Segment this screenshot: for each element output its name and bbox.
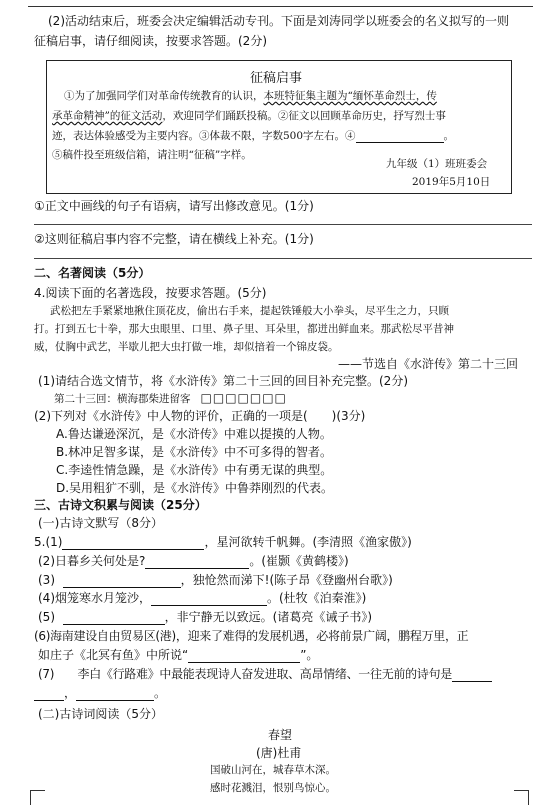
notice-line1 [64,88,437,103]
poem-line2: 感时花溅泪，恨别鸟惊心。 [210,782,336,794]
item4-text: (4)烟笼寒水月笼沙， [38,591,151,605]
recite-item-3 [38,571,393,588]
item6-end: ”。 [300,648,319,662]
answer-line-2[interactable] [34,258,532,259]
passage-line3: 威，仗胸中武艺，半歇儿把大虫打做一堆，却似揞着一个锦皮袋。 [34,341,339,353]
item2-blank[interactable] [145,554,249,569]
item3-text: ，独怆然而涕下!(陈子昂《登幽州台歌》) [180,573,393,587]
passage-line1: 武松把左手紧紧地揪住顶花皮，偷出右手来，提起铁锤般大小拳头，尽平生之力，只顾 [50,305,449,317]
chapter-text: 第二十三回：横海郡柴进留客 [54,393,191,405]
passage-source: ——节选自《水浒传》第二十三回 [338,357,519,371]
recite-item-6-line2 [38,646,318,663]
answer-line-1[interactable] [34,224,532,225]
item7-text: (7) 李白《行路难》中最能表现诗人奋发进取、高昂情绪、一往无前的诗句是 [38,667,452,681]
passage-line2: 打。打到五七十拳，那大虫眼里、口里、鼻子里、耳朵里，都迸出鲜血来。那武松尽平昔神 [34,323,454,335]
crop-mark-right [514,790,529,805]
notice-date: 2019年5月10日 [412,176,491,188]
notice-sign: 九年级（1）班班委会 [386,158,488,170]
section2-heading: 二、名著阅读（5分） [34,266,151,280]
notice-line1-a: ①为了加强同学们对革命传统教育的认识， [64,90,264,102]
item5-text: ，非宁静无以致远。(诸葛亮《诫子书》) [164,610,373,624]
option-b[interactable]: B.林冲足智多谋，是《水浒传》中不可多得的智者。 [56,445,333,459]
top-rule [28,6,533,7]
notice-line3-text: 迹，表达体验感受为主要内容。③体裁不限，字数500字左右。④ [52,130,356,142]
recite-item-7-line1 [38,665,492,682]
chapter-title [54,391,287,406]
item4-source: 。(杜牧《泊秦淮》) [267,591,367,605]
sub-question-1: ①正文中画线的句子有语病，请写出修改意见。(1分) [34,199,314,213]
q2-intro-line2: 征稿启事，请仔细阅读，按要求答题。(2分) [34,34,267,48]
item7-blank-2[interactable] [34,686,64,701]
poem-author: (唐)杜甫 [256,746,302,760]
notice-title: 征稿启事 [250,71,303,86]
recite-item-6-line1: (6)海南建设自由贸易区(港)，迎来了难得的发展机遇，必将前景广阔，鹏程万里，正 [34,629,469,643]
item7-blank-3[interactable] [76,686,154,701]
item3-label: (3) [38,573,55,587]
q4-intro: 4.阅读下面的名著选段，按要求答题。(5分) [34,286,267,300]
item7-comma: ， [64,686,77,700]
recite-item-7-line2 [34,684,166,701]
item6-text: 如庄子《北冥有鱼》中所说“ [38,648,189,662]
item1-blank[interactable] [62,535,204,550]
item1-label: 5.(1) [34,535,63,549]
recite-item-4 [38,589,366,606]
recite-item-1 [34,533,412,550]
notice-line4: ⑤稿件投至班级信箱，请注明“征稿”字样。 [52,149,252,161]
notice-line2-b: ，欢迎同学们踊跃投稿。②征文以回顾革命历史，抒写烈士事 [162,110,446,122]
section3-sub-a: (一)古诗文默写（8分） [38,516,163,530]
item5-label: (5) [38,610,55,624]
sub-question-2: ②这则征稿启事内容不完整，请在横线上补充。(1分) [34,232,314,246]
item5-blank[interactable] [63,610,165,625]
notice-line2-underlined: 承革命精神”的征文活动 [52,110,163,122]
notice-line2 [52,108,446,123]
section3-sub-b: (二)古诗词阅读（5分） [38,707,163,721]
item4-blank[interactable] [151,591,267,606]
item2-text: (2)日暮乡关何处是? [38,554,146,568]
poem-title: 春望 [268,728,293,742]
item2-source: 。(崔颢《黄鹤楼》) [249,554,349,568]
item7-blank-1[interactable] [452,667,492,682]
option-c[interactable]: C.李逵性情急躁，是《水浒传》中有勇无谋的典型。 [56,463,333,477]
option-a[interactable]: A.鲁达谦逊深沉，是《水浒传》中难以提摸的人物。 [56,427,332,441]
item1-text: ，星河欲转千帆舞。(李清照《渔家傲》) [204,535,412,549]
q2-intro-line1: (2)活动结束后，班委会决定编辑活动专刊。下面是刘涛同学以班委会的名义拟写的一则 [48,14,510,28]
notice-line3: 迹，表达体验感受为主要内容。③体裁不限，字数500字左右。④ 。 [52,130,455,142]
option-d[interactable]: D.吴用粗犷不驯，是《水浒传》中鲁莽刚烈的代表。 [56,481,334,495]
item6-blank[interactable] [188,648,300,663]
recite-item-2 [38,552,349,569]
notice-line1-underlined: 本班特征集主题为“缅怀革命烈士，传 [263,90,437,102]
crop-mark-left [30,790,45,805]
recite-item-5 [38,608,372,625]
item3-blank[interactable] [63,573,181,588]
notice-blank[interactable] [356,130,444,143]
q4-sub1: (1)请结合选文情节，将《水浒传》第二十三回的回目补充完整。(2分) [38,374,408,388]
q4-sub2: (2)下列对《水浒传》中人物的评价，正确的一项是( )(3分) [34,409,366,423]
chapter-answer-boxes[interactable]: □□□□□□□ [200,391,287,405]
section3-heading: 三、古诗文积累与阅读（25分） [34,498,207,512]
poem-line1: 国破山河在，城春草木深。 [210,764,336,776]
item7-end: 。 [154,686,167,700]
